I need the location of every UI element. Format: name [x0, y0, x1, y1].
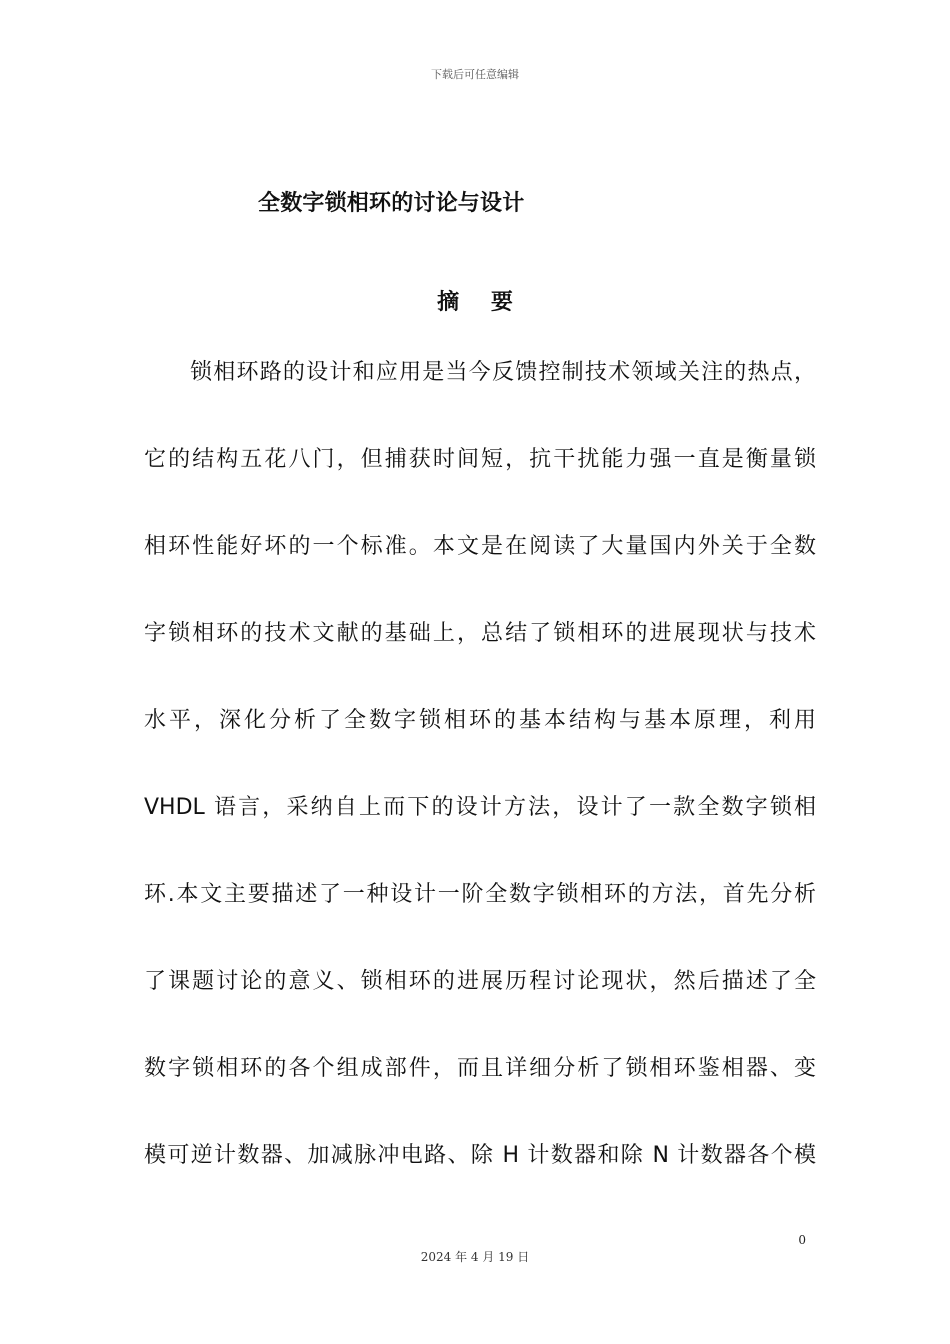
abstract-heading: 摘 要: [437, 290, 525, 315]
abstract-line: 它的结构五花八门，但捕获时间短，抗干扰能力强一直是衡量锁: [144, 447, 816, 472]
abstract-line: 环.本文主要描述了一种设计一阶全数字锁相环的方法，首先分析: [144, 882, 816, 907]
abstract-line: 模可逆计数器、加减脉冲电路、除 H 计数器和除 N 计数器各个模: [144, 1143, 816, 1168]
abstract-line: 了课题讨论的意义、锁相环的进展历程讨论现状，然后描述了全: [144, 969, 816, 994]
document-title: 全数字锁相环的讨论与设计: [258, 191, 525, 216]
footer-date: 2024 年 4 月 19 日: [420, 1250, 530, 1264]
abstract-line: 数字锁相环的各个组成部件，而且详细分析了锁相环鉴相器、变: [144, 1056, 816, 1081]
abstract-line: VHDL 语言，采纳自上而下的设计方法，设计了一款全数字锁相: [144, 795, 816, 820]
abstract-line: 水平，深化分析了全数字锁相环的基本结构与基本原理，利用: [144, 708, 816, 733]
abstract-line: 锁相环路的设计和应用是当今反馈控制技术领域关注的热点，: [190, 360, 816, 385]
abstract-line: 相环性能好坏的一个标准。本文是在阅读了大量国内外关于全数: [144, 534, 816, 559]
abstract-line: 字锁相环的技术文献的基础上，总结了锁相环的进展现状与技术: [144, 621, 816, 646]
abstract-body: [144, 356, 816, 1226]
page-number: 0: [798, 1233, 806, 1247]
header-note: 下载后可任意编辑: [431, 68, 519, 81]
